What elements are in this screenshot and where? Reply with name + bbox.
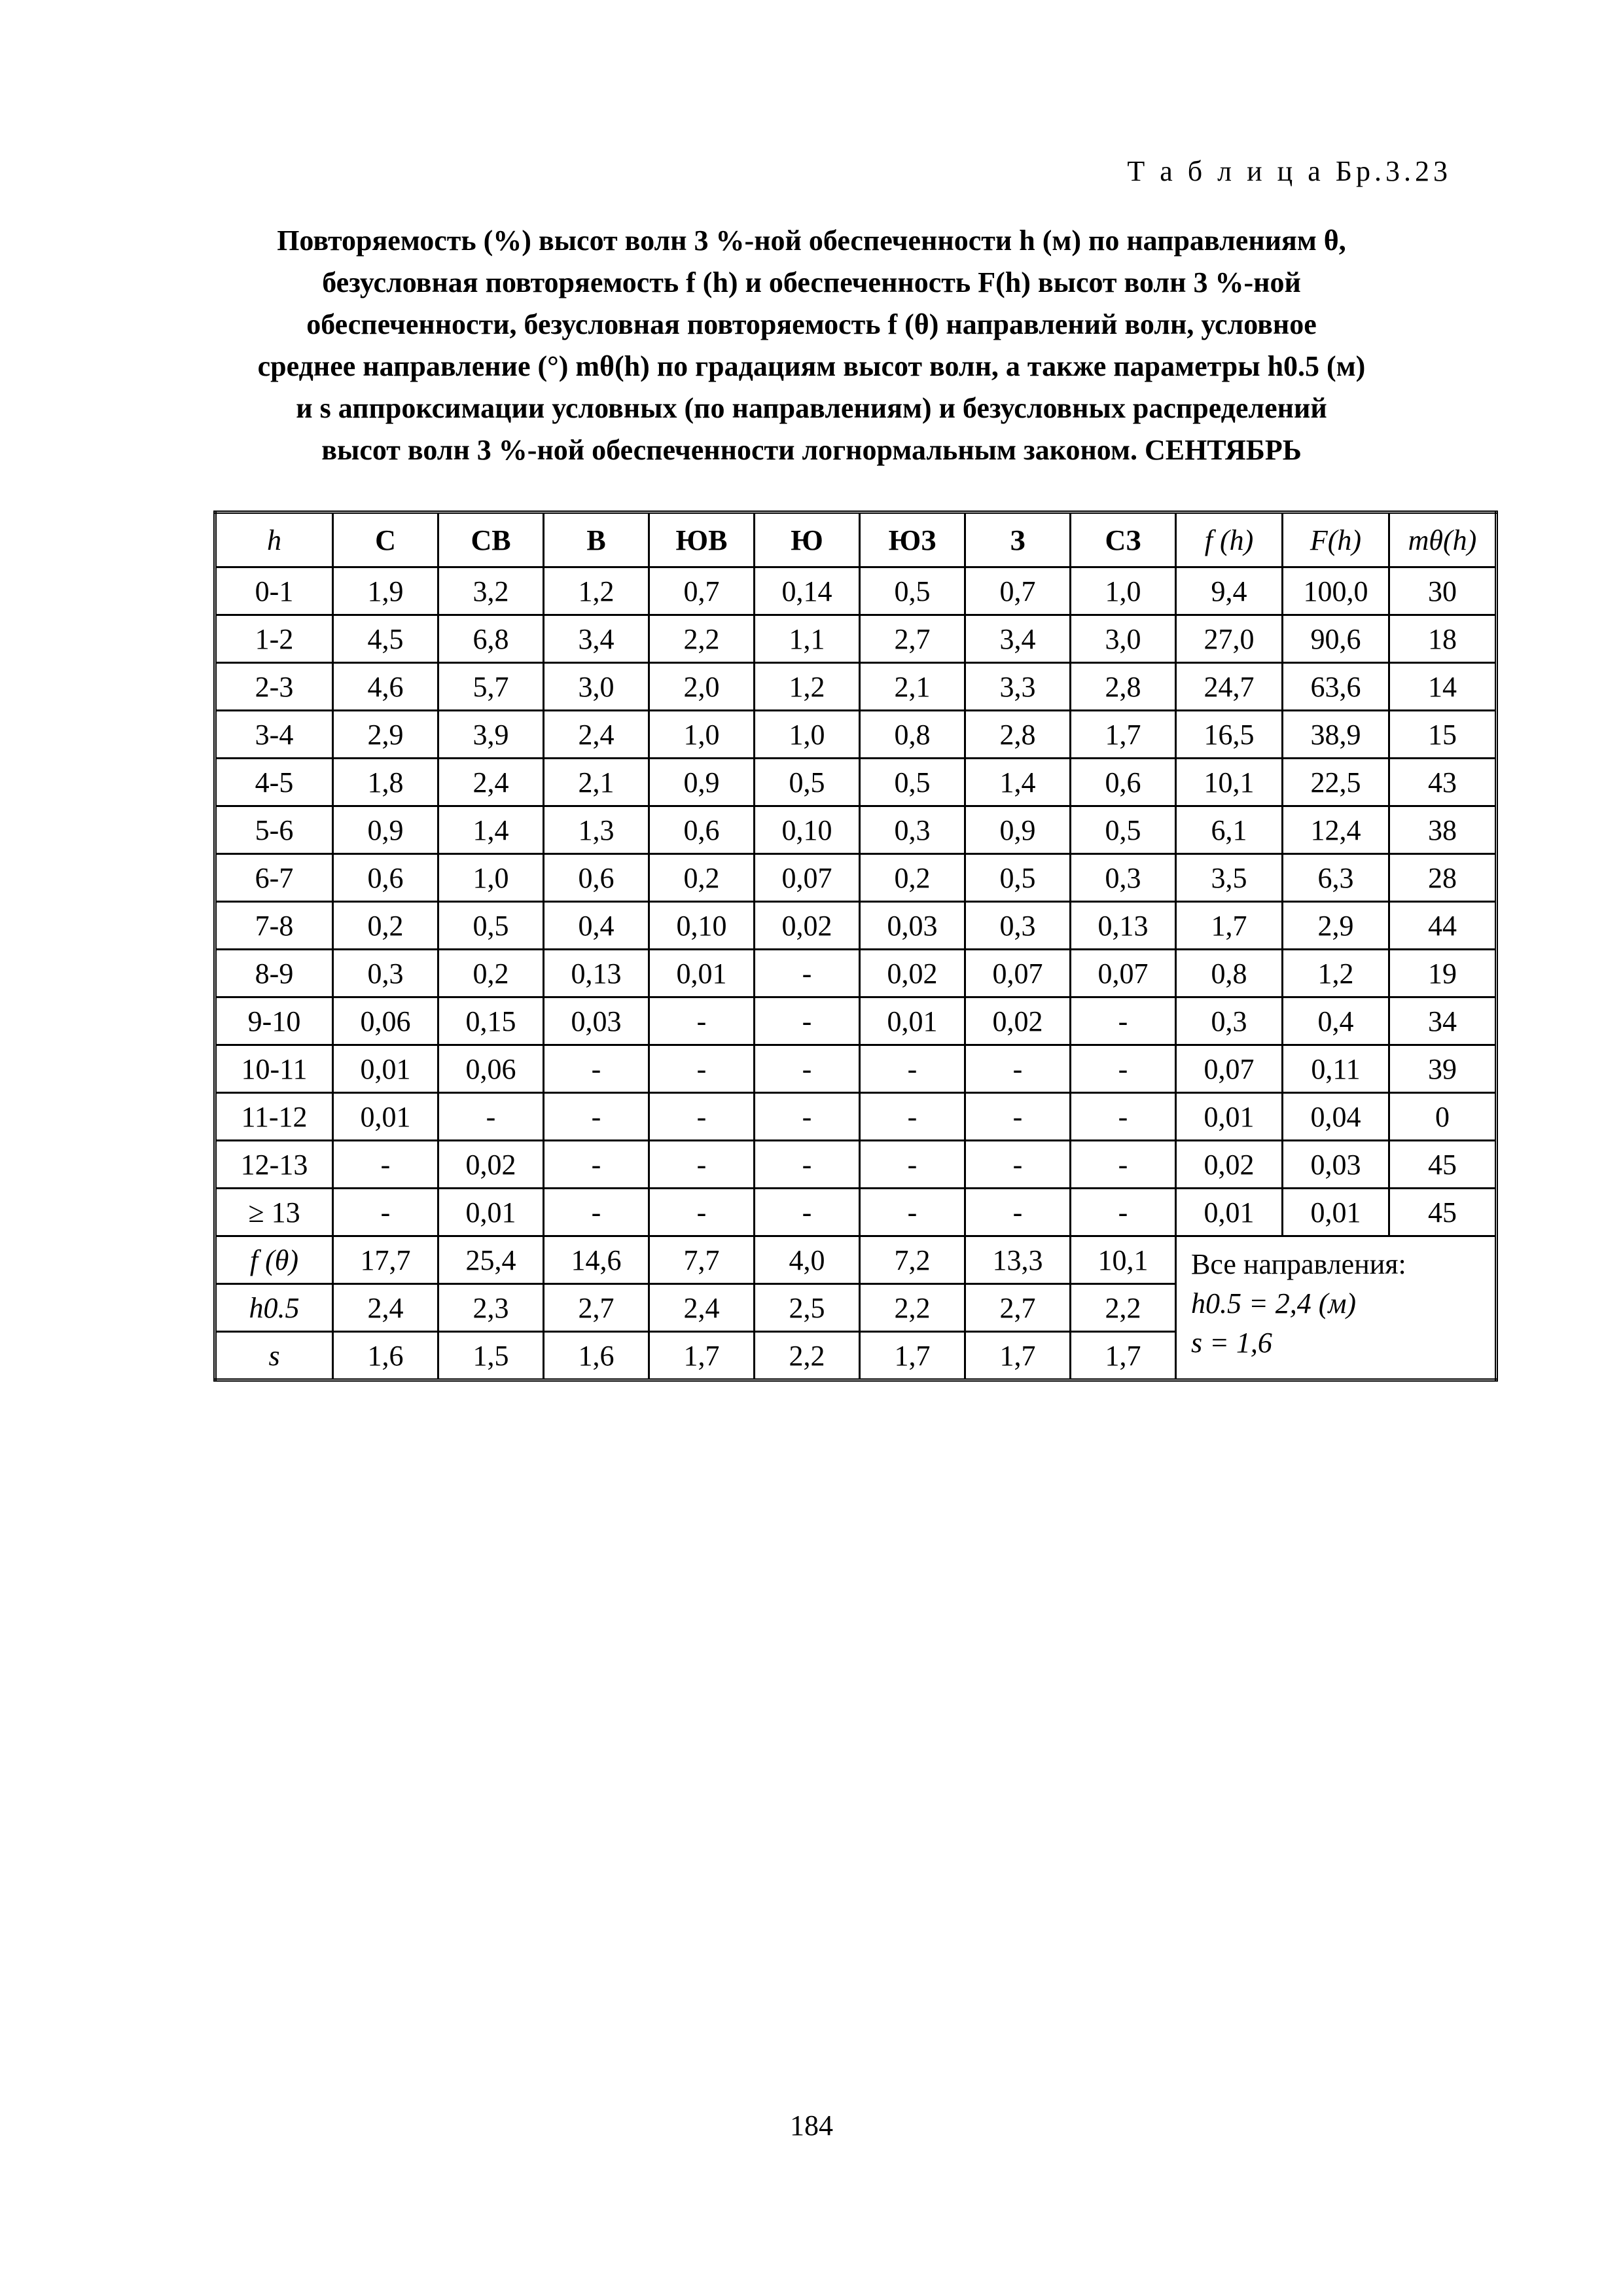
table-cell: 19 bbox=[1389, 950, 1497, 997]
table-cell: 0,06 bbox=[438, 1045, 544, 1093]
parameter-cell: 7,7 bbox=[649, 1236, 755, 1284]
height-range-cell: 6-7 bbox=[215, 854, 333, 902]
table-cell: - bbox=[544, 1141, 649, 1189]
parameter-cell: 2,4 bbox=[649, 1284, 755, 1332]
table-cell: 0,6 bbox=[333, 854, 438, 902]
parameter-cell: 1,6 bbox=[544, 1332, 649, 1380]
wave-height-table bbox=[213, 511, 1498, 1382]
parameter-cell: 1,7 bbox=[649, 1332, 755, 1380]
table-cell: 1,4 bbox=[965, 759, 1071, 806]
table-row bbox=[215, 950, 1497, 997]
parameter-label-cell: h0.5 bbox=[215, 1284, 333, 1332]
table-cell: - bbox=[965, 1045, 1071, 1093]
table-cell: 1,0 bbox=[1071, 567, 1176, 615]
table-cell: 16,5 bbox=[1176, 711, 1283, 759]
table-cell: 2,4 bbox=[544, 711, 649, 759]
table-cell: 2,1 bbox=[544, 759, 649, 806]
header-cell: ЮЗ bbox=[860, 512, 965, 567]
height-range-cell: 5-6 bbox=[215, 806, 333, 854]
table-cell: 0,5 bbox=[860, 567, 965, 615]
table-cell: 0,03 bbox=[1283, 1141, 1389, 1189]
header-cell: СЗ bbox=[1071, 512, 1176, 567]
header-cell: h bbox=[215, 512, 333, 567]
title-line: среднее направление (°) mθ(h) по градациям высот волн, а также параметры h0.5 (м) bbox=[257, 350, 1366, 382]
header-row bbox=[215, 512, 1497, 567]
table-cell: 0,11 bbox=[1283, 1045, 1389, 1093]
table-cell: - bbox=[649, 1093, 755, 1141]
table-cell: 0,03 bbox=[544, 997, 649, 1045]
table-cell: 0,15 bbox=[438, 997, 544, 1045]
table-cell: 90,6 bbox=[1283, 615, 1389, 663]
table-cell: 0,5 bbox=[965, 854, 1071, 902]
table-cell: 0,01 bbox=[438, 1189, 544, 1236]
table-cell: 1,2 bbox=[1283, 950, 1389, 997]
table-cell: 0,02 bbox=[1176, 1141, 1283, 1189]
table-cell: - bbox=[649, 997, 755, 1045]
table-row bbox=[215, 806, 1497, 854]
table-cell: 1,0 bbox=[755, 711, 860, 759]
table-row bbox=[215, 711, 1497, 759]
table-cell: 38,9 bbox=[1283, 711, 1389, 759]
table-cell: 45 bbox=[1389, 1141, 1497, 1189]
table-cell: 0,03 bbox=[860, 902, 965, 950]
parameter-cell: 2,4 bbox=[333, 1284, 438, 1332]
table-cell: 3,4 bbox=[544, 615, 649, 663]
table-cell: 6,3 bbox=[1283, 854, 1389, 902]
table-cell: 0,8 bbox=[860, 711, 965, 759]
table-cell: 1,0 bbox=[438, 854, 544, 902]
table-cell: 0,01 bbox=[333, 1093, 438, 1141]
title-line: обеспеченности, безусловная повторяемость f (θ) направлений волн, условное bbox=[306, 308, 1317, 340]
table-cell: - bbox=[1071, 1141, 1176, 1189]
table-cell: 0,13 bbox=[544, 950, 649, 997]
table-cell: - bbox=[544, 1189, 649, 1236]
table-cell: - bbox=[860, 1141, 965, 1189]
parameter-cell: 2,2 bbox=[860, 1284, 965, 1332]
table-cell: - bbox=[649, 1141, 755, 1189]
parameter-cell: 14,6 bbox=[544, 1236, 649, 1284]
height-range-cell: 4-5 bbox=[215, 759, 333, 806]
height-range-cell: 10-11 bbox=[215, 1045, 333, 1093]
table-cell: 0,01 bbox=[860, 997, 965, 1045]
table-cell: 0,5 bbox=[860, 759, 965, 806]
header-cell: С bbox=[333, 512, 438, 567]
header-cell: ЮВ bbox=[649, 512, 755, 567]
table-cell: 1,3 bbox=[544, 806, 649, 854]
table-cell: 0,07 bbox=[1176, 1045, 1283, 1093]
page-number: 184 bbox=[790, 2109, 833, 2142]
table-cell: 1,8 bbox=[333, 759, 438, 806]
parameter-cell: 1,6 bbox=[333, 1332, 438, 1380]
height-range-cell: 9-10 bbox=[215, 997, 333, 1045]
table-cell: 15 bbox=[1389, 711, 1497, 759]
table-cell: 4,6 bbox=[333, 663, 438, 711]
table-cell: 6,1 bbox=[1176, 806, 1283, 854]
table-cell: - bbox=[649, 1189, 755, 1236]
table-cell: 3,3 bbox=[965, 663, 1071, 711]
table-cell: 39 bbox=[1389, 1045, 1497, 1093]
table-row bbox=[215, 902, 1497, 950]
table-cell: 0,3 bbox=[965, 902, 1071, 950]
table-cell: - bbox=[965, 1141, 1071, 1189]
parameter-cell: 2,7 bbox=[544, 1284, 649, 1332]
table-cell: 0,3 bbox=[1071, 854, 1176, 902]
table-cell: 24,7 bbox=[1176, 663, 1283, 711]
table-cell: 0,02 bbox=[438, 1141, 544, 1189]
table-cell: 0,9 bbox=[649, 759, 755, 806]
table-cell: 0,2 bbox=[333, 902, 438, 950]
table-row bbox=[215, 1189, 1497, 1236]
height-range-cell: ≥ 13 bbox=[215, 1189, 333, 1236]
table-cell: 0,2 bbox=[649, 854, 755, 902]
parameter-cell: 7,2 bbox=[860, 1236, 965, 1284]
title-line: безусловная повторяемость f (h) и обеспеченность F(h) высот волн 3 %-ной bbox=[322, 266, 1301, 298]
table-row bbox=[215, 615, 1497, 663]
table-cell: 30 bbox=[1389, 567, 1497, 615]
height-range-cell: 11-12 bbox=[215, 1093, 333, 1141]
table-row bbox=[215, 759, 1497, 806]
table-cell: 0,5 bbox=[438, 902, 544, 950]
table-cell: 2,0 bbox=[649, 663, 755, 711]
table-cell: 0,4 bbox=[544, 902, 649, 950]
table-body bbox=[215, 567, 1497, 1380]
table-cell: - bbox=[755, 1141, 860, 1189]
height-range-cell: 1-2 bbox=[215, 615, 333, 663]
header-cell: F(h) bbox=[1283, 512, 1389, 567]
title-line: Повторяемость (%) высот волн 3 %-ной обеспеченности h (м) по направлениям θ, bbox=[277, 224, 1346, 257]
table-cell: 0,14 bbox=[755, 567, 860, 615]
parameter-cell: 2,3 bbox=[438, 1284, 544, 1332]
parameter-cell: 1,7 bbox=[965, 1332, 1071, 1380]
header-cell: f (h) bbox=[1176, 512, 1283, 567]
table-cell: 14 bbox=[1389, 663, 1497, 711]
table-cell: 0,10 bbox=[755, 806, 860, 854]
table-cell: 2,9 bbox=[1283, 902, 1389, 950]
table-cell: 5,7 bbox=[438, 663, 544, 711]
table-cell: 38 bbox=[1389, 806, 1497, 854]
table-cell: 0,9 bbox=[333, 806, 438, 854]
table-row bbox=[215, 997, 1497, 1045]
table-cell: - bbox=[333, 1141, 438, 1189]
table-cell: 0,01 bbox=[1176, 1093, 1283, 1141]
table-cell: - bbox=[1071, 1093, 1176, 1141]
parameter-cell: 1,7 bbox=[1071, 1332, 1176, 1380]
table-cell: 100,0 bbox=[1283, 567, 1389, 615]
table-cell: 28 bbox=[1389, 854, 1497, 902]
table-cell: - bbox=[1071, 1045, 1176, 1093]
table-cell: 0,07 bbox=[965, 950, 1071, 997]
title-line: высот волн 3 %-ной обеспеченности логнормальным законом. СЕНТЯБРЬ bbox=[321, 434, 1302, 466]
table-cell: 0,6 bbox=[544, 854, 649, 902]
parameter-label-cell: s bbox=[215, 1332, 333, 1380]
table-row bbox=[215, 1045, 1497, 1093]
parameter-cell: 25,4 bbox=[438, 1236, 544, 1284]
table-row bbox=[215, 854, 1497, 902]
table-cell: - bbox=[755, 1093, 860, 1141]
table-cell: - bbox=[755, 950, 860, 997]
parameter-cell: 13,3 bbox=[965, 1236, 1071, 1284]
table-cell: 27,0 bbox=[1176, 615, 1283, 663]
table-cell: 3,5 bbox=[1176, 854, 1283, 902]
parameter-cell: 1,5 bbox=[438, 1332, 544, 1380]
table-cell: 10,1 bbox=[1176, 759, 1283, 806]
header-cell: Ю bbox=[755, 512, 860, 567]
parameter-cell: 2,2 bbox=[755, 1332, 860, 1380]
table-cell: 1,2 bbox=[755, 663, 860, 711]
table-cell: 63,6 bbox=[1283, 663, 1389, 711]
table-cell: - bbox=[1071, 1189, 1176, 1236]
table-cell: 0,5 bbox=[1071, 806, 1176, 854]
table-cell: 0,5 bbox=[755, 759, 860, 806]
table-cell: 34 bbox=[1389, 997, 1497, 1045]
table-cell: 3,4 bbox=[965, 615, 1071, 663]
table-cell: 12,4 bbox=[1283, 806, 1389, 854]
table-cell: 1,7 bbox=[1071, 711, 1176, 759]
parameter-cell: 17,7 bbox=[333, 1236, 438, 1284]
table-cell: 0,7 bbox=[649, 567, 755, 615]
parameter-cell: 2,7 bbox=[965, 1284, 1071, 1332]
table-cell: 0,13 bbox=[1071, 902, 1176, 950]
table-title bbox=[196, 220, 1427, 471]
parameter-label-cell: f (θ) bbox=[215, 1236, 333, 1284]
table-cell: 0,07 bbox=[1071, 950, 1176, 997]
header-cell: З bbox=[965, 512, 1071, 567]
table-cell: 6,8 bbox=[438, 615, 544, 663]
table-cell: - bbox=[755, 1045, 860, 1093]
table-cell: 1,9 bbox=[333, 567, 438, 615]
summary-label: Все направления: bbox=[1191, 1248, 1406, 1280]
table-cell: - bbox=[544, 1045, 649, 1093]
height-range-cell: 3-4 bbox=[215, 711, 333, 759]
table-cell: 0,6 bbox=[1071, 759, 1176, 806]
table-cell: - bbox=[1071, 997, 1176, 1045]
table-cell: 1,0 bbox=[649, 711, 755, 759]
table-cell: 3,2 bbox=[438, 567, 544, 615]
table-cell: 0,9 bbox=[965, 806, 1071, 854]
table-cell: 18 bbox=[1389, 615, 1497, 663]
header-cell: В bbox=[544, 512, 649, 567]
table-cell: 1,7 bbox=[1176, 902, 1283, 950]
table-cell: - bbox=[860, 1189, 965, 1236]
table-cell: 1,2 bbox=[544, 567, 649, 615]
table-cell: 45 bbox=[1389, 1189, 1497, 1236]
table-row bbox=[215, 567, 1497, 615]
table-cell: 0,01 bbox=[1283, 1189, 1389, 1236]
table-row bbox=[215, 1093, 1497, 1141]
table-cell: - bbox=[860, 1093, 965, 1141]
table-cell: 0,01 bbox=[649, 950, 755, 997]
summary-h05-line: h0.5 = 2,4 (м) bbox=[1191, 1287, 1357, 1319]
table-row bbox=[215, 1141, 1497, 1189]
parameter-row bbox=[215, 1236, 1497, 1284]
table-cell: 2,1 bbox=[860, 663, 965, 711]
table-cell: 0,06 bbox=[333, 997, 438, 1045]
table-cell: - bbox=[333, 1189, 438, 1236]
table-cell: 0,02 bbox=[860, 950, 965, 997]
table-cell: 0,3 bbox=[1176, 997, 1283, 1045]
table-cell: 2,9 bbox=[333, 711, 438, 759]
parameter-cell: 1,7 bbox=[860, 1332, 965, 1380]
table-cell: 0,4 bbox=[1283, 997, 1389, 1045]
table-cell: 0,8 bbox=[1176, 950, 1283, 997]
table-cell: 2,2 bbox=[649, 615, 755, 663]
table-cell: - bbox=[649, 1045, 755, 1093]
table-cell: 1,1 bbox=[755, 615, 860, 663]
table-cell: - bbox=[755, 1189, 860, 1236]
table-cell: 2,8 bbox=[1071, 663, 1176, 711]
parameter-cell: 2,5 bbox=[755, 1284, 860, 1332]
table-cell: - bbox=[860, 1045, 965, 1093]
table-cell: 0,3 bbox=[860, 806, 965, 854]
table-row bbox=[215, 663, 1497, 711]
table-cell: 3,9 bbox=[438, 711, 544, 759]
table-cell: 2,8 bbox=[965, 711, 1071, 759]
table-cell: 0,6 bbox=[649, 806, 755, 854]
table-cell: - bbox=[965, 1189, 1071, 1236]
parameter-cell: 2,2 bbox=[1071, 1284, 1176, 1332]
parameter-cell: 10,1 bbox=[1071, 1236, 1176, 1284]
table-cell: 2,4 bbox=[438, 759, 544, 806]
height-range-cell: 7-8 bbox=[215, 902, 333, 950]
table-cell: 1,4 bbox=[438, 806, 544, 854]
table-cell: 0,7 bbox=[965, 567, 1071, 615]
table-cell: 0,02 bbox=[965, 997, 1071, 1045]
title-line: и s аппроксимации условных (по направлениям) и безусловных распределений bbox=[296, 392, 1327, 424]
height-range-cell: 8-9 bbox=[215, 950, 333, 997]
table-cell: 0,3 bbox=[333, 950, 438, 997]
table-cell: 0,2 bbox=[438, 950, 544, 997]
table-cell: 22,5 bbox=[1283, 759, 1389, 806]
header-cell: СВ bbox=[438, 512, 544, 567]
table-cell: 43 bbox=[1389, 759, 1497, 806]
table-cell: 3,0 bbox=[1071, 615, 1176, 663]
table-cell: - bbox=[438, 1093, 544, 1141]
table-cell: 44 bbox=[1389, 902, 1497, 950]
header-cell: mθ(h) bbox=[1389, 512, 1497, 567]
summary-s-line: s = 1,6 bbox=[1191, 1327, 1272, 1359]
table-cell: 0,01 bbox=[1176, 1189, 1283, 1236]
table-cell: 0,10 bbox=[649, 902, 755, 950]
height-range-cell: 0-1 bbox=[215, 567, 333, 615]
all-directions-summary bbox=[1176, 1236, 1497, 1380]
height-range-cell: 2-3 bbox=[215, 663, 333, 711]
height-range-cell: 12-13 bbox=[215, 1141, 333, 1189]
table-cell: - bbox=[544, 1093, 649, 1141]
table-cell: 0,04 bbox=[1283, 1093, 1389, 1141]
table-cell: - bbox=[755, 997, 860, 1045]
table-cell: 0,01 bbox=[333, 1045, 438, 1093]
table-cell: 9,4 bbox=[1176, 567, 1283, 615]
table-cell: 0 bbox=[1389, 1093, 1497, 1141]
table-cell: 2,7 bbox=[860, 615, 965, 663]
table-cell: 0,2 bbox=[860, 854, 965, 902]
table-cell: 0,02 bbox=[755, 902, 860, 950]
table-number-label: Т а б л и ц а Бр.3.23 bbox=[1127, 155, 1452, 187]
table-cell: 4,5 bbox=[333, 615, 438, 663]
table-cell: 3,0 bbox=[544, 663, 649, 711]
table-cell: 0,07 bbox=[755, 854, 860, 902]
parameter-cell: 4,0 bbox=[755, 1236, 860, 1284]
table-cell: - bbox=[965, 1093, 1071, 1141]
